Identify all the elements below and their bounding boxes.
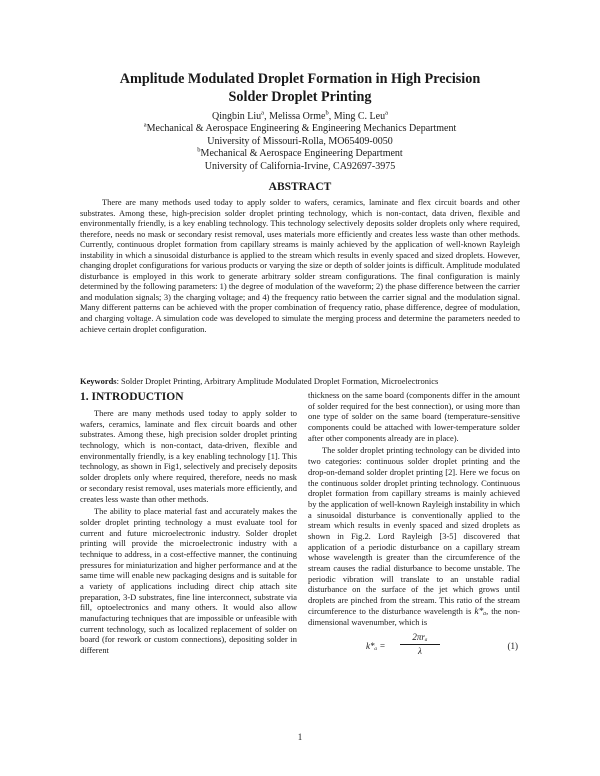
affiliation-b-line-1 <box>80 148 520 160</box>
section-heading-introduction: 1. INTRODUCTION <box>80 391 184 403</box>
equation-numerator: 2πrₐ <box>400 632 440 645</box>
affiliation-b-mark: b <box>197 146 201 154</box>
wavenumber-symbol: k*ₐ <box>474 606 487 617</box>
left-column <box>80 408 297 656</box>
equation-1 <box>308 632 520 666</box>
author-1-affiliation-mark: a <box>261 109 265 117</box>
right-column <box>308 390 520 666</box>
author-1: Qingbin Liu <box>212 111 262 122</box>
affiliation-b-line-2: University of California-Irvine, CA92697-3975 <box>204 160 396 172</box>
paper-title <box>60 70 540 106</box>
author-block <box>80 111 520 173</box>
author-3: Ming C. Leu <box>333 111 386 122</box>
page-number: 1 <box>297 732 303 742</box>
keywords-text: : Solder Droplet Printing, Arbitrary Amplitude Modulated Droplet Formation, Microelectronics <box>116 376 439 386</box>
abstract-text: There are many methods used today to apply solder to wafers, ceramics, laminate and flex circuit boards and other substrates. Among these, high-precision solder droplet printing technology, which is non-contact, data driven, flexible and environmentally friendly, is a key enabling technology. This technology selectively deposits solder droplets only where required, therefore, needs no mask or secondary resist removal, uses materials more efficiently and creates less waste than other methods. Currently, continuous droplet formation from capillary streams is mainly achieved by the application of well-known Rayleigh instability in which a sinusoidal disturbance is applied to the stream which results in evenly spaced and sized droplets. However, changing droplet configurations for various products or varying the size or depth of solder joints is difficult. Amplitude modulated disturbance is employed in this work to generate arbitrary solder stream configurations. The final configuration is mainly determined by the following parameters: 1) the degree of modulation of the waveform; 2) the phase difference between the carrier and modulation signals; 3) the charging voltage; and 4) the frequency ratio between the carrier signal and the modulation signal. Many different patterns can be achieved with the proper combination of frequency ratio, phase difference, degree of modulation, and charging voltage. A simulation code was developed to simulate the merging process and determine the parameters needed to achieve certain droplet configuration. <box>80 197 520 334</box>
author-2: Melissa Orme <box>269 111 326 122</box>
keywords-line <box>80 376 520 387</box>
title-line-2: Solder Droplet Printing <box>228 89 372 105</box>
intro-paragraph-4-tail: , the non-dimensional wavenumber, which is <box>308 605 520 628</box>
affiliation-a-line-1 <box>80 123 520 135</box>
keywords-label: Keywords <box>80 376 117 386</box>
intro-paragraph-2: The ability to place material fast and accurately makes the solder droplet printing technology a must evaluate tool for current and future microelectronic industry. Solder droplet printing will provide the microelectronic industry with a technique to address, in a cost-effective manner, the continuing pressures for miniaturization and higher performance and at the same time will enable new packaging designs and is suitable for a variety of applications including direct chip attach site preparation, 3-D substrates, fine line interconnect, substrate via fill, optoelectronics and many others. It would also allow manufacturing techniques that are impossible or unfeasible with current technology, such as localized replacement of solder on board (for rework or custom connections), depositing solder in different <box>80 506 297 656</box>
intro-paragraph-1: There are many methods used today to apply solder to wafers, ceramics, laminate and flex circuit boards and other substrates. Among these, high precision solder droplet printing technology, which is non-contact, data-driven, flexible and environmentally friendly, is a key enabling technology [1]. This technology, as shown in Fig1, selectively and precisely deposits solder droplets only where required, therefore, needs no mask or secondary resist removal, uses materials more efficiently, and creates less waste than other methods. <box>80 408 297 504</box>
intro-paragraph-4 <box>308 445 520 628</box>
author-separator-1: , <box>264 111 270 122</box>
equation-number: (1) <box>507 641 518 652</box>
affiliation-a-mark: a <box>143 122 147 130</box>
abstract-heading: ABSTRACT <box>268 181 332 193</box>
equation-fraction <box>400 632 440 656</box>
intro-paragraph-4-text: The solder droplet printing technology can be divided into two categories: continuous solder droplet printing and the drop-on-demand solder droplet printing [2]. Here we focus on the continuous solder droplet printing technology. Continuous droplet formation from capillary streams is mainly achieved by the application of well-known Rayleigh instability in which a sinusoidal disturbance is conventionally applied to the stream which results in evenly spaced and sized droplets as shown in Fig.2. Lord Rayleigh [3-5] discovered that application of a periodic disturbance on a capillary stream whose wavelength is greater than the circumference of the stream causes the radial disturbance to become unstable. The periodic vibration will translate to an unstable radial disturbance on the surface of the jet which grows until droplets are pinched from the stream. This ratio of the stream circumference to the disturbance wavelength is <box>308 445 520 616</box>
affiliation-b-department: Mechanical & Aerospace Engineering Department <box>200 148 403 160</box>
author-2-affiliation-mark: b <box>325 109 329 117</box>
title-line-1: Amplitude Modulated Droplet Formation in High Precision <box>119 71 481 87</box>
affiliation-a-department: Mechanical & Aerospace Engineering & Engineering Mechanics Department <box>146 123 457 135</box>
affiliation-a-line-2: University of Missouri-Rolla, MO65409-0050 <box>207 135 393 147</box>
intro-paragraph-3: thickness on the same board (components differ in the amount of solder required for the best connection), or using more than one type of solder on the same board (temperature-sensitive components could be attached with lower-temperature solder after other components already are in place). <box>308 390 520 443</box>
author-3-affiliation-mark: a <box>385 109 388 117</box>
author-separator-2: , <box>328 111 334 122</box>
equation-denominator: λ <box>418 645 422 656</box>
equation-lhs: k*ₐ = <box>366 641 386 652</box>
